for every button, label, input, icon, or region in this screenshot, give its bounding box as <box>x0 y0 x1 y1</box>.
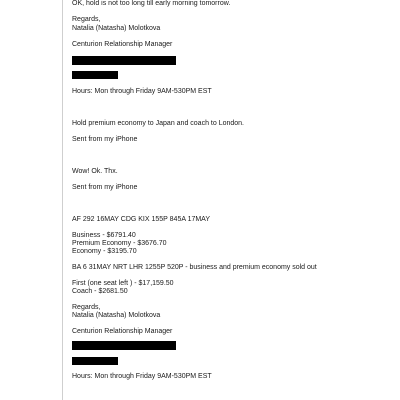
redacted-extension-2 <box>72 357 118 365</box>
signature-regards-2: Regards, <box>72 304 101 311</box>
wow-line: Wow! Ok. Thx. <box>72 168 118 175</box>
flight-af-line: AF 292 16MAY CDG KIX 155P 845A 17MAY <box>72 216 211 223</box>
signature-hours: Hours: Mon through Friday 9AM-530PM EST <box>72 88 212 95</box>
redacted-extension <box>72 71 118 79</box>
signature-hours-2: Hours: Mon through Friday 9AM-530PM EST <box>72 373 212 380</box>
fare-first: First (one seat left ) - $17,159.50 <box>72 280 174 287</box>
margin-rule <box>62 0 63 400</box>
redacted-phone <box>72 56 176 65</box>
sent-from-iphone: Sent from my iPhone <box>72 136 138 143</box>
signature-title-2: Centurion Relationship Manager <box>72 328 173 335</box>
sent-from-iphone-2: Sent from my iPhone <box>72 184 138 191</box>
signature-regards: Regards, <box>72 16 101 23</box>
signature-name-2: Natalia (Natasha) Molotkova <box>72 312 161 319</box>
reply-line: OK, hold is not too long till early morning tomorrow. <box>72 0 231 7</box>
fare-coach: Coach - $2681.50 <box>72 288 128 295</box>
fare-economy: Economy - $3195.70 <box>72 248 137 255</box>
signature-name: Natalia (Natasha) Molotkova <box>72 25 161 32</box>
redacted-phone-2 <box>72 341 176 350</box>
fare-business: Business - $6791.40 <box>72 232 136 239</box>
signature-title: Centurion Relationship Manager <box>72 41 173 48</box>
flight-ba-line: BA 6 31MAY NRT LHR 1255P 520P - business and premium economy sold out <box>72 264 317 271</box>
hold-request-line: Hold premium economy to Japan and coach to London. <box>72 120 244 127</box>
fare-premium-economy: Premium Economy - $3676.70 <box>72 240 167 247</box>
